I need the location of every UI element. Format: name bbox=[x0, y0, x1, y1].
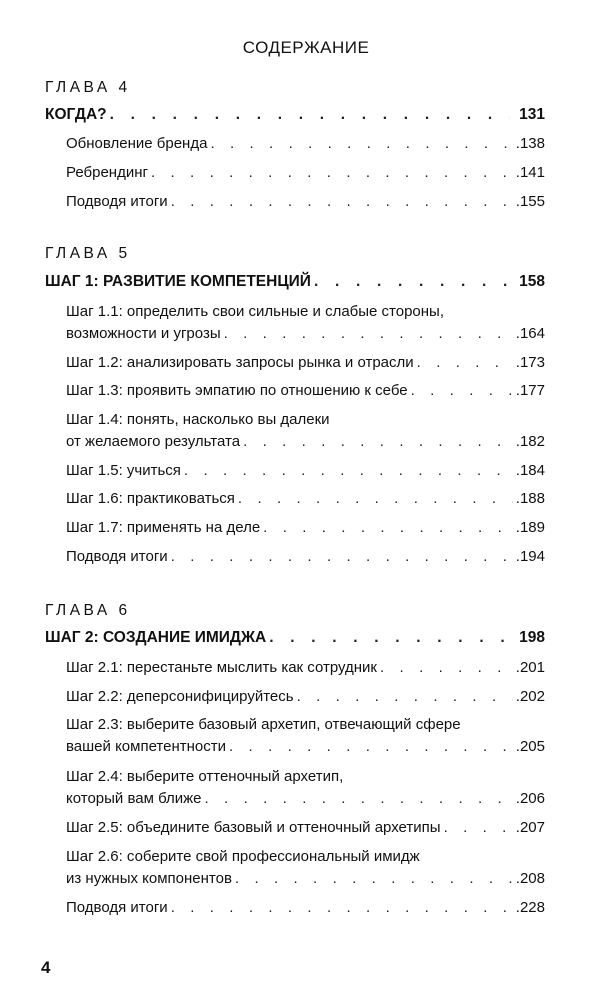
toc-entry[interactable] bbox=[66, 897, 545, 919]
toc-entry[interactable] bbox=[66, 686, 545, 708]
toc-entry-text: возможности и угрозы bbox=[66, 325, 221, 342]
toc-entry-text: Подводя итоги bbox=[66, 548, 168, 565]
page-number: 4 bbox=[41, 958, 51, 977]
toc-page-number: 131 bbox=[519, 106, 545, 123]
toc-chapter-title[interactable] bbox=[45, 104, 545, 126]
dot-leader bbox=[235, 868, 513, 890]
page-title: СОДЕРЖАНИЕ bbox=[242, 38, 370, 57]
toc-entry-text: Обновление бренда bbox=[66, 135, 208, 152]
toc-entry-text: Шаг 1.5: учиться bbox=[66, 462, 181, 479]
toc-entry[interactable] bbox=[66, 657, 545, 679]
toc-entry-text: который вам ближе bbox=[66, 790, 202, 807]
toc-entry-text: Подводя итоги bbox=[66, 899, 168, 916]
toc-entry[interactable] bbox=[66, 488, 545, 510]
dot-leader bbox=[205, 788, 513, 810]
toc-title-text: ШАГ 2: СОЗДАНИЕ ИМИДЖА bbox=[45, 629, 267, 646]
toc-entry-text: Шаг 1.2: анализировать запросы рынка и отрасли bbox=[66, 354, 414, 371]
toc-page-number: .208 bbox=[515, 870, 545, 887]
dot-leader bbox=[210, 133, 512, 155]
toc-entry-text: вашей компетентности bbox=[66, 738, 226, 755]
dot-leader bbox=[238, 488, 513, 510]
chapter-label: ГЛАВА 6 bbox=[45, 602, 131, 619]
toc-entry-line1: Шаг 2.6: соберите свой профессиональный имидж bbox=[66, 848, 420, 865]
toc-page-number: .194 bbox=[515, 548, 545, 565]
toc-title-text: ШАГ 1: РАЗВИТИЕ КОМПЕТЕНЦИЙ bbox=[45, 273, 311, 290]
dot-leader bbox=[243, 431, 513, 453]
toc-entry[interactable] bbox=[66, 714, 545, 758]
toc-page-number: 198 bbox=[519, 629, 545, 646]
dot-leader bbox=[171, 191, 513, 213]
dot-leader bbox=[314, 271, 510, 293]
toc-page-number: .189 bbox=[515, 519, 545, 536]
dot-leader bbox=[297, 686, 513, 708]
toc-entry-text: Шаг 1.6: практиковаться bbox=[66, 490, 235, 507]
toc-title-text: КОГДА? bbox=[45, 106, 107, 123]
toc-entry-text: Шаг 2.2: деперсонифицируйтесь bbox=[66, 688, 294, 705]
dot-leader bbox=[417, 352, 513, 374]
toc-entry[interactable] bbox=[66, 546, 545, 568]
toc-entry[interactable] bbox=[66, 191, 545, 213]
toc-page-number: .182 bbox=[515, 433, 545, 450]
dot-leader bbox=[171, 897, 513, 919]
toc-page-number: .228 bbox=[515, 899, 545, 916]
toc-page-number: .202 bbox=[515, 688, 545, 705]
toc-page-number: .141 bbox=[515, 164, 545, 181]
dot-leader bbox=[380, 657, 513, 679]
toc-entry[interactable] bbox=[66, 352, 545, 374]
toc-chapter-title[interactable] bbox=[45, 271, 545, 293]
toc-entry-text: Шаг 1.7: применять на деле bbox=[66, 519, 261, 536]
toc-entry[interactable] bbox=[66, 162, 545, 184]
dot-leader bbox=[184, 460, 513, 482]
toc-entry[interactable] bbox=[66, 460, 545, 482]
toc-page-number: .138 bbox=[515, 135, 545, 152]
toc-page-number: .173 bbox=[515, 354, 545, 371]
toc-page-number: .201 bbox=[515, 659, 545, 676]
toc-page-number: .155 bbox=[515, 193, 545, 210]
toc-entry-text: Шаг 1.3: проявить эмпатию по отношению к себе bbox=[66, 382, 408, 399]
dot-leader bbox=[411, 380, 513, 402]
toc-entry-text: Подводя итоги bbox=[66, 193, 168, 210]
toc-page-number: 158 bbox=[519, 273, 545, 290]
dot-leader bbox=[110, 104, 511, 126]
toc-entry[interactable] bbox=[66, 517, 545, 539]
chapter-label: ГЛАВА 4 bbox=[45, 79, 131, 96]
toc-page-number: .205 bbox=[515, 738, 545, 755]
toc-page-number: .177 bbox=[515, 382, 545, 399]
toc-entry-line1: Шаг 2.3: выберите базовый архетип, отвечающий сфере bbox=[66, 716, 461, 733]
toc-entry-line1: Шаг 2.4: выберите оттеночный архетип, bbox=[66, 768, 344, 785]
dot-leader bbox=[263, 517, 513, 539]
toc-entry-line1: Шаг 1.4: понять, насколько вы далеки bbox=[66, 411, 330, 428]
dot-leader bbox=[229, 736, 513, 758]
toc-page-number: .207 bbox=[515, 819, 545, 836]
toc-entry-text: Шаг 2.5: объедините базовый и оттеночный архетипы bbox=[66, 819, 441, 836]
toc-entry-text: от желаемого результата bbox=[66, 433, 241, 450]
toc-page-number: .188 bbox=[515, 490, 545, 507]
toc-chapter-title[interactable] bbox=[45, 627, 545, 649]
toc-entry[interactable] bbox=[66, 301, 545, 345]
toc-entry-text: Шаг 2.1: перестаньте мыслить как сотрудник bbox=[66, 659, 377, 676]
toc-page-number: .184 bbox=[515, 462, 545, 479]
dot-leader bbox=[444, 817, 513, 839]
toc-entry[interactable] bbox=[66, 846, 545, 890]
toc-entry-line1: Шаг 1.1: определить свои сильные и слабые стороны, bbox=[66, 303, 445, 320]
dot-leader bbox=[224, 323, 513, 345]
toc-page-number: .206 bbox=[515, 790, 545, 807]
toc-entry[interactable] bbox=[66, 817, 545, 839]
toc-entry-text: из нужных компонентов bbox=[66, 870, 232, 887]
dot-leader bbox=[171, 546, 513, 568]
toc-entry[interactable] bbox=[66, 766, 545, 810]
dot-leader bbox=[269, 627, 510, 649]
dot-leader bbox=[151, 162, 513, 184]
chapter-label: ГЛАВА 5 bbox=[45, 245, 131, 262]
toc-entry-text: Ребрендинг bbox=[66, 164, 148, 181]
toc-entry[interactable] bbox=[66, 133, 545, 155]
toc-entry[interactable] bbox=[66, 380, 545, 402]
toc-page-number: .164 bbox=[515, 325, 545, 342]
toc-entry[interactable] bbox=[66, 409, 545, 453]
